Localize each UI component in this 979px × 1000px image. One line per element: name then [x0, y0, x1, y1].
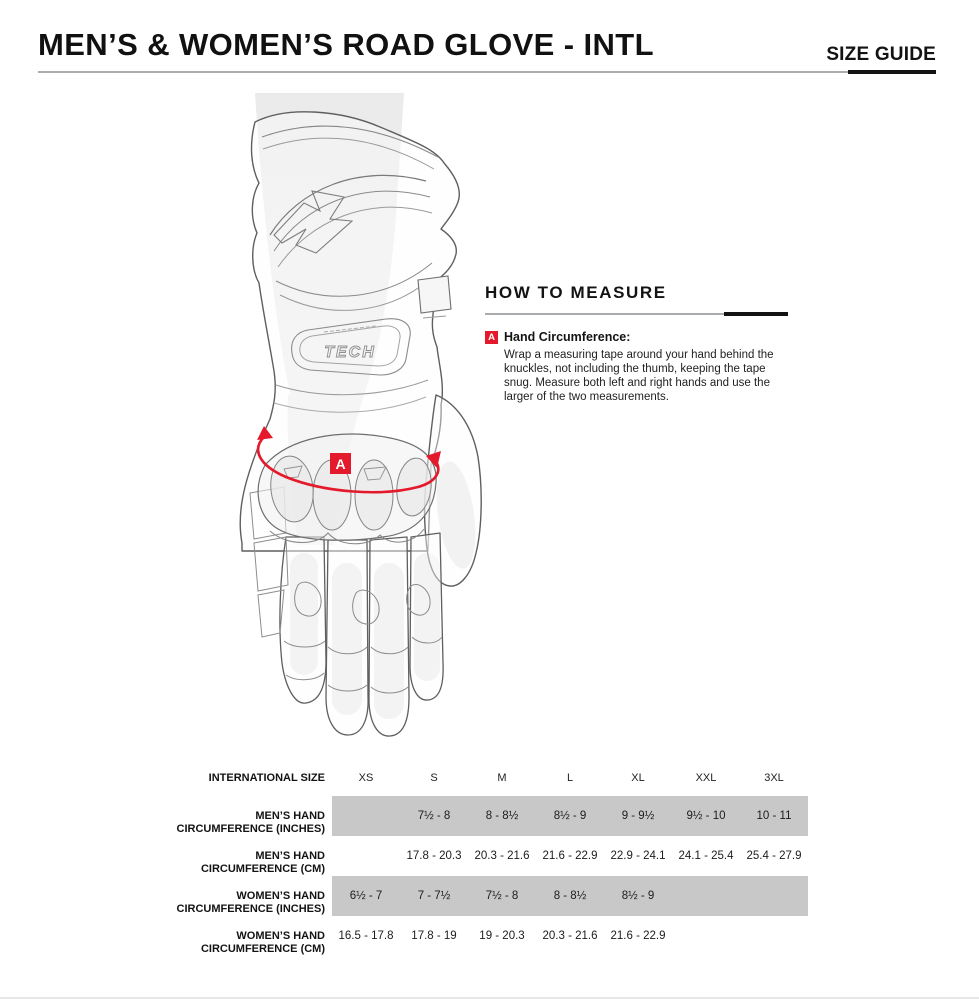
table-cell: 10 - 11	[740, 796, 808, 836]
table-row-label	[150, 836, 332, 876]
table-cell: 7 - 7½	[400, 876, 468, 916]
table-cell: 8 - 8½	[536, 876, 604, 916]
table-cell: 20.3 - 21.6	[474, 850, 530, 862]
size-col-header: L	[566, 772, 574, 784]
glove-svg	[228, 85, 498, 745]
size-col-header: XL	[631, 772, 645, 784]
table-cell	[740, 916, 808, 956]
table-cell: 9 - 9½	[604, 796, 672, 836]
table-row-label	[150, 796, 332, 836]
measure-marker-a-badge: A	[485, 331, 498, 344]
table-cell: 8 - 8½	[468, 796, 536, 836]
size-col-header: 3XL	[764, 772, 784, 784]
size-col-header: XS	[358, 772, 374, 784]
table-corner-label: INTERNATIONAL SIZE	[208, 772, 325, 784]
header-divider	[38, 71, 936, 73]
how-to-measure-divider	[485, 312, 791, 316]
glove-marker-a-label: A	[335, 456, 346, 472]
table-cell: 17.8 - 19	[411, 930, 457, 942]
table-row-label	[150, 876, 332, 916]
table-cell	[332, 836, 400, 876]
row-label-line: WOMEN’S HAND	[236, 890, 325, 902]
row-label-line: WOMEN’S HAND	[236, 930, 325, 942]
page-title: MEN’S & WOMEN’S ROAD GLOVE - INTL	[38, 27, 654, 62]
row-label-line: MEN’S HAND	[255, 810, 325, 822]
table-row-label	[150, 916, 332, 956]
size-table	[150, 760, 808, 956]
size-col-header: S	[430, 772, 438, 784]
table-cell: 8½ - 9	[536, 796, 604, 836]
size-col-header: M	[497, 772, 507, 784]
how-to-measure-section	[485, 283, 791, 404]
table-cell: 7½ - 8	[468, 876, 536, 916]
divider-gray-segment	[485, 313, 724, 315]
table-cell	[672, 916, 740, 956]
table-cell: 21.6 - 22.9	[542, 850, 598, 862]
divider-dark-segment	[724, 312, 788, 316]
table-cell: 17.8 - 20.3	[406, 850, 462, 862]
table-cell	[332, 796, 400, 836]
table-cell	[740, 876, 808, 916]
table-cell: 16.5 - 17.8	[338, 930, 394, 942]
size-guide-tab[interactable]: SIZE GUIDE	[826, 44, 936, 65]
glove-fingers	[280, 533, 443, 736]
table-cell: 6½ - 7	[332, 876, 400, 916]
table-cell: 8½ - 9	[604, 876, 672, 916]
table-cell	[672, 876, 740, 916]
table-cell: 7½ - 8	[400, 796, 468, 836]
table-cell: 22.9 - 24.1	[610, 850, 666, 862]
measure-item-title: Hand Circumference:	[504, 330, 631, 344]
row-label-line: MEN’S HAND	[255, 850, 325, 862]
table-cell: 24.1 - 25.4	[678, 850, 734, 862]
table-cell: 20.3 - 21.6	[542, 930, 598, 942]
row-label-line: CIRCUMFERENCE (INCHES)	[176, 823, 325, 835]
row-label-line: CIRCUMFERENCE (CM)	[200, 943, 325, 955]
glove-illustration	[228, 85, 498, 745]
table-cell: 21.6 - 22.9	[610, 930, 666, 942]
how-to-measure-heading: HOW TO MEASURE	[485, 283, 667, 302]
header-divider-accent	[848, 70, 936, 74]
glove-marker-a-badge	[330, 453, 351, 474]
row-label-line: CIRCUMFERENCE (CM)	[200, 863, 325, 875]
glove-tech-label: TECH	[324, 344, 376, 361]
table-cell: 19 - 20.3	[479, 930, 525, 942]
table-cell: 25.4 - 27.9	[746, 850, 802, 862]
bottom-divider	[0, 997, 979, 999]
row-label-line: CIRCUMFERENCE (INCHES)	[176, 903, 325, 915]
measure-item-text: Wrap a measuring tape around your hand behind the knuckles, not including the thumb, keeping the tape snug. Measure both left and right hands and use the larger of the two measurements.	[504, 349, 774, 403]
table-cell: 9½ - 10	[672, 796, 740, 836]
size-col-header: XXL	[695, 772, 717, 784]
